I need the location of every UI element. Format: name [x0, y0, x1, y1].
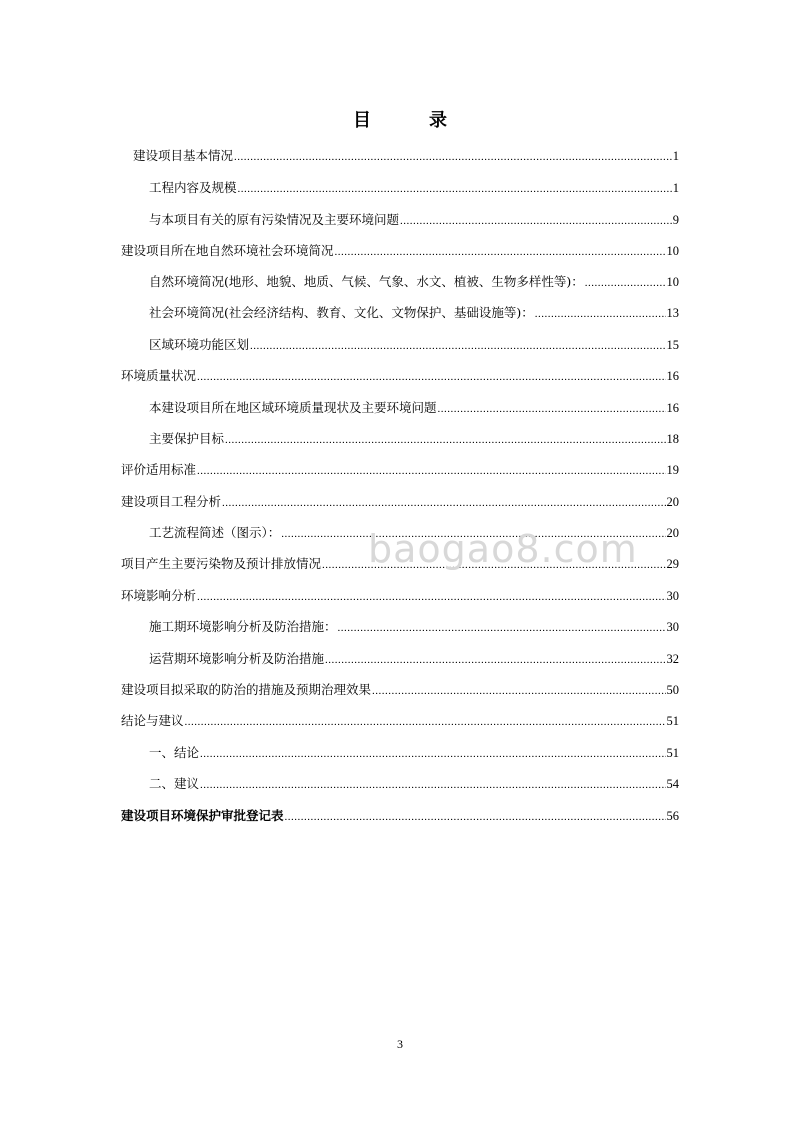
toc-leader-dots [185, 714, 666, 730]
toc-entry-page: 10 [666, 275, 679, 289]
toc-entry-page: 15 [666, 338, 679, 352]
toc-entry-label: 一、结论 [149, 745, 200, 760]
toc-entry-label: 施工期环境影响分析及防治措施： [149, 619, 337, 634]
toc-leader-dots [372, 683, 665, 699]
toc-leader-dots [338, 620, 666, 636]
toc-entry-impact-analysis[interactable] [121, 588, 679, 604]
toc-entry-pollutants[interactable] [121, 556, 679, 572]
toc-entry-label: 建设项目基本情况 [133, 148, 234, 163]
toc-entry-existing-pollution[interactable] [149, 212, 679, 228]
toc-entry-conclusions[interactable] [121, 713, 679, 729]
toc-entry-label: 二、建议 [149, 776, 200, 791]
toc-entry-environment-overview[interactable] [121, 243, 679, 259]
toc-entry-process-flow[interactable] [149, 525, 679, 541]
toc-leader-dots [585, 275, 666, 291]
toc-entry-standards[interactable] [121, 462, 679, 478]
toc-entry-page: 56 [666, 809, 679, 823]
toc-entry-social-environment[interactable] [149, 305, 679, 321]
toc-entry-page: 51 [666, 746, 679, 760]
toc-leader-dots [438, 401, 666, 417]
toc-entry-label: 自然环境简况(地形、地貌、地质、气候、气象、水文、植被、生物多样性等)： [149, 274, 584, 289]
toc-entry-label: 工艺流程简述（图示）： [149, 525, 281, 540]
toc-entry-label: 主要保护目标 [149, 431, 225, 446]
toc-entry-page: 20 [666, 526, 679, 540]
toc-entry-basic-info[interactable] [133, 148, 679, 164]
toc-entry-label: 工程内容及规模 [149, 180, 237, 195]
toc-entry-page: 1 [672, 149, 679, 163]
toc-entry-label: 社会环境简况(社会经济结构、教育、文化、文物保护、基础设施等)： [149, 305, 534, 320]
toc-leader-dots [225, 432, 665, 448]
toc-entry-page: 29 [666, 557, 679, 571]
toc-entry-scope[interactable] [149, 180, 679, 196]
toc-entry-page: 30 [666, 589, 679, 603]
toc-entry-label: 评价适用标准 [121, 462, 197, 477]
toc-entry-label: 项目产生主要污染物及预计排放情况 [121, 556, 322, 571]
toc-title: 目 录 [353, 110, 467, 131]
toc-leader-dots [335, 244, 666, 260]
toc-entry-page: 30 [666, 620, 679, 634]
toc-entry-page: 13 [666, 306, 679, 320]
toc-leader-dots [281, 526, 665, 542]
toc-entry-page: 16 [666, 401, 679, 415]
toc-entry-label: 环境质量状况 [121, 368, 197, 383]
toc-entry-page: 16 [666, 369, 679, 383]
toc-entry-page: 1 [672, 181, 679, 195]
toc-leader-dots [535, 306, 666, 322]
toc-leader-dots [322, 557, 665, 573]
toc-entry-label: 本建设项目所在地区域环境质量现状及主要环境问题 [149, 400, 437, 415]
toc-entry-page: 50 [666, 683, 679, 697]
toc-entry-label: 环境影响分析 [121, 588, 197, 603]
toc-entry-quality-status[interactable] [149, 400, 679, 416]
toc-entry-page: 10 [666, 244, 679, 258]
toc-entry-page: 9 [672, 213, 679, 227]
toc-entry-suggestion-two[interactable] [149, 776, 679, 792]
watermark-text: baogao8.com [368, 527, 638, 571]
toc-entry-page: 51 [666, 714, 679, 728]
toc-entry-construction-impact[interactable] [149, 619, 679, 635]
page-number: 3 [397, 1037, 403, 1051]
toc-leader-dots [234, 149, 672, 165]
toc-entry-label: 区域环境功能区划 [149, 337, 250, 352]
toc-entry-approval-form[interactable] [121, 808, 679, 824]
toc-leader-dots [197, 369, 665, 385]
toc-leader-dots [197, 463, 665, 479]
toc-entry-page: 19 [666, 463, 679, 477]
toc-leader-dots [400, 213, 672, 229]
toc-entry-natural-environment[interactable] [149, 274, 679, 290]
toc-entry-conclusion-one[interactable] [149, 745, 679, 761]
toc-leader-dots [200, 777, 665, 793]
toc-entry-label: 运营期环境影响分析及防治措施 [149, 651, 325, 666]
toc-entry-operation-impact[interactable] [149, 651, 679, 667]
toc-entry-label: 结论与建议 [121, 713, 184, 728]
toc-leader-dots [197, 589, 665, 605]
toc-entry-label: 建设项目所在地自然环境社会环境简况 [121, 243, 334, 258]
toc-entry-page: 18 [666, 432, 679, 446]
toc-leader-dots [250, 338, 665, 354]
toc-leader-dots [285, 809, 666, 825]
toc-leader-dots [200, 746, 665, 762]
toc-entry-label: 建设项目工程分析 [121, 494, 222, 509]
toc-entry-page: 54 [666, 777, 679, 791]
toc-entry-functional-zoning[interactable] [149, 337, 679, 353]
toc-entry-label: 与本项目有关的原有污染情况及主要环境问题 [149, 212, 400, 227]
toc-entry-environmental-quality[interactable] [121, 368, 679, 384]
toc-entry-engineering-analysis[interactable] [121, 494, 679, 510]
toc-entry-label: 建设项目拟采取的防治的措施及预期治理效果 [121, 682, 372, 697]
toc-leader-dots [238, 181, 672, 197]
toc-entry-protection-targets[interactable] [149, 431, 679, 447]
toc-entry-label: 建设项目环境保护审批登记表 [121, 808, 284, 823]
toc-entry-page: 20 [666, 495, 679, 509]
toc-entry-page: 32 [666, 652, 679, 666]
toc-leader-dots [222, 495, 665, 511]
toc-entry-mitigation-measures[interactable] [121, 682, 679, 698]
toc-leader-dots [325, 652, 665, 668]
